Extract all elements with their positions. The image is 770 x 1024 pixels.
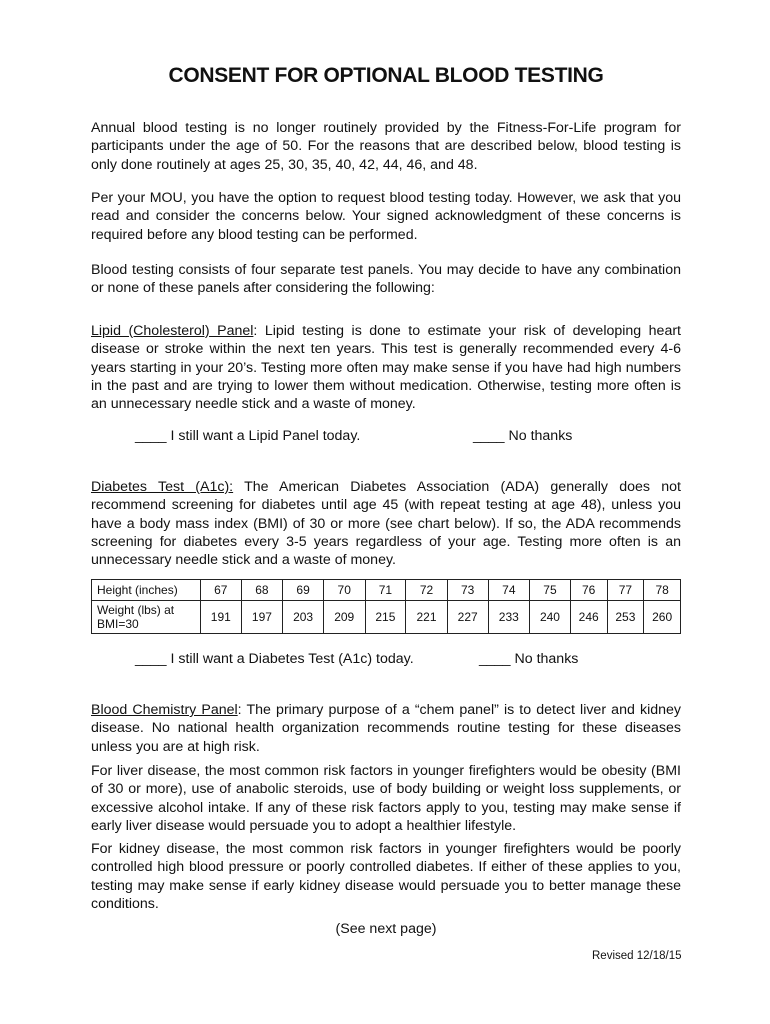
bmi-table [91, 579, 681, 634]
diabetes-paragraph [91, 478, 681, 569]
lipid-paragraph [91, 322, 681, 413]
diabetes-opt-out-line[interactable]: ____ No thanks [479, 651, 579, 667]
intro-text: Annual blood testing is no longer routinely provided by the Fitness-For-Life program for participants under the age of 50. For the reasons that are described below, blood testing is only done routinely at ages 25, 30, 35, 40, 42, 44, 46, and 48. [91, 120, 681, 173]
height-cell: 75 [530, 580, 571, 601]
mou-paragraph [91, 189, 681, 244]
weight-cell: 233 [488, 601, 530, 634]
kidney-section [91, 840, 681, 913]
weight-cell: 203 [283, 601, 324, 634]
panels-text: Blood testing consists of four separate test panels. You may decide to have any combination or none of these panels after considering the following: [91, 262, 681, 297]
height-cell: 73 [447, 580, 488, 601]
weight-cell: 240 [530, 601, 571, 634]
weight-cell: 227 [447, 601, 488, 634]
kidney-paragraph: For kidney disease, the most common risk factors in younger firefighters would be poorly controlled high blood pressure or poorly controlled diabetes. If either of these applies to you, testing may make sense if early kidney disease would persuade you to better manage these conditions. [91, 841, 681, 912]
diabetes-heading: Diabetes Test (A1c): [91, 479, 234, 495]
panels-paragraph [91, 261, 681, 298]
height-label-cell: Height (inches) [92, 580, 201, 601]
height-cell: 70 [323, 580, 365, 601]
see-next-page: (See next page) [335, 921, 437, 937]
lipid-heading: Lipid (Cholesterol) Panel [91, 323, 254, 339]
height-cell: 77 [607, 580, 644, 601]
diabetes-opt-in-line[interactable]: ____ I still want a Diabetes Test (A1c) today. [135, 651, 414, 667]
weight-cell: 221 [406, 601, 448, 634]
weight-label-cell: Weight (lbs) at BMI=30 [92, 601, 201, 634]
lipid-section [91, 322, 681, 413]
chem-paragraph [91, 701, 681, 756]
weight-cell: 197 [241, 601, 283, 634]
diabetes-section [91, 478, 681, 569]
height-cell: 72 [406, 580, 448, 601]
height-cell: 67 [200, 580, 241, 601]
height-cell: 76 [570, 580, 607, 601]
height-cell: 68 [241, 580, 283, 601]
mou-text: Per your MOU, you have the option to request blood testing today. However, we ask that you read and consider the concerns below. Your signed acknowledgment of these concerns is required before any blood testing can be performed. [91, 190, 681, 243]
lipid-opt-out-line[interactable]: ____ No thanks [473, 428, 573, 444]
chem-body: : The primary purpose of a “chem panel” is to detect liver and kidney disease. No national health organization recommends routine testing for these diseases unless you are at high risk. [91, 702, 681, 755]
table-row-weight [92, 601, 681, 634]
bmi-table-wrapper [91, 579, 681, 634]
weight-cell: 191 [200, 601, 241, 634]
liver-section [91, 762, 681, 835]
lipid-body: : Lipid testing is done to estimate your risk of developing heart disease or stroke within the next ten years. This test is generally recommended every 4-6 years starting in your 20’s. Testing more often may make sense if you have had high numbers in the past and are trying to lower them without medication. Otherwise, testing more often is an unnecessary needle stick and a waste of money. [91, 323, 681, 413]
intro-paragraph [91, 119, 681, 174]
height-cell: 69 [283, 580, 324, 601]
revised-date: Revised 12/18/15 [592, 950, 682, 962]
chem-heading: Blood Chemistry Panel [91, 702, 238, 718]
weight-cell: 260 [644, 601, 681, 634]
weight-cell: 209 [323, 601, 365, 634]
height-cell: 74 [488, 580, 530, 601]
document-title: CONSENT FOR OPTIONAL BLOOD TESTING [168, 64, 604, 87]
diabetes-body: The American Diabetes Association (ADA) generally does not recommend screening for diabetes until age 45 (with repeat testing at age 48), unless you have a body mass index (BMI) of 30 or more (see chart below). If so, the ADA recommends screening for diabetes every 3-5 years regardless of your age. Testing more often is an unnecessary needle stick and a waste of money. [91, 479, 681, 569]
weight-cell: 215 [365, 601, 406, 634]
weight-cell: 253 [607, 601, 644, 634]
lipid-opt-in-line[interactable]: ____ I still want a Lipid Panel today. [135, 428, 361, 444]
table-row-height [92, 580, 681, 601]
chem-section [91, 701, 681, 756]
height-cell: 71 [365, 580, 406, 601]
liver-paragraph: For liver disease, the most common risk factors in younger firefighters would be obesity (BMI of 30 or more), use of anabolic steroids, use of body building or weight loss supplements, or excessive alcohol intake. If any of these risk factors apply to you, testing may make sense if early liver disease would persuade you to adopt a healthier lifestyle. [91, 763, 681, 834]
weight-cell: 246 [570, 601, 607, 634]
height-cell: 78 [644, 580, 681, 601]
